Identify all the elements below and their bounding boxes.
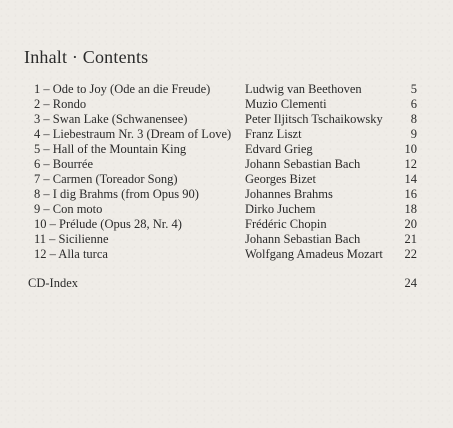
contents-entry [0,187,453,202]
cd-index-page-number: 24 [404,276,417,290]
entry-page-number: 16 [404,187,417,201]
entry-composer: Dirko Juchem [245,202,316,216]
entry-composer: Ludwig van Beethoven [245,82,362,96]
contents-entry [0,232,453,247]
contents-list [0,82,453,262]
contents-entry [0,142,453,157]
entry-page-number: 21 [404,232,417,246]
entry-title: 8 – I dig Brahms (from Opus 90) [34,187,199,201]
entry-composer: Johannes Brahms [245,187,333,201]
entry-page-number: 6 [410,97,417,111]
entry-composer: Peter Iljitsch Tschaikowsky [245,112,383,126]
entry-title: 4 – Liebestraum Nr. 3 (Dream of Love) [34,127,232,141]
contents-entry [0,172,453,187]
entry-title: 11 – Sicilienne [34,232,109,246]
entry-page-number: 10 [404,142,417,156]
entry-title: 10 – Prélude (Opus 28, Nr. 4) [34,217,182,231]
entry-title: 1 – Ode to Joy (Ode an die Freude) [34,82,211,96]
entry-composer: Edvard Grieg [245,142,313,156]
entry-composer: Franz Liszt [245,127,302,141]
entry-page-number: 8 [410,112,417,126]
entry-page-number: 12 [404,157,417,171]
entry-title: 7 – Carmen (Toreador Song) [34,172,178,186]
entry-title: 12 – Alla turca [34,247,108,261]
entry-page-number: 9 [410,127,417,141]
entry-composer: Johann Sebastian Bach [245,232,361,246]
contents-entry [0,217,453,232]
entry-page-number: 14 [404,172,417,186]
entry-page-number: 20 [404,217,417,231]
contents-entry [0,112,453,127]
contents-entry [0,82,453,97]
page-title: Inhalt · Contents [24,47,149,67]
entry-composer: Johann Sebastian Bach [245,157,361,171]
entry-composer: Georges Bizet [245,172,316,186]
cd-index-label: CD-Index [28,276,78,290]
entry-title: 3 – Swan Lake (Schwanensee) [34,112,188,126]
entry-composer: Muzio Clementi [245,97,327,111]
entry-page-number: 5 [410,82,417,96]
contents-entry [0,97,453,112]
entry-page-number: 18 [404,202,417,216]
entry-title: 6 – Bourrée [34,157,94,171]
entry-composer: Frédéric Chopin [245,217,327,231]
entry-page-number: 22 [404,247,417,261]
contents-entry [0,247,453,262]
entry-composer: Wolfgang Amadeus Mozart [245,247,383,261]
entry-title: 9 – Con moto [34,202,103,216]
entry-title: 5 – Hall of the Mountain King [34,142,187,156]
contents-entry [0,202,453,217]
contents-entry [0,157,453,172]
entry-title: 2 – Rondo [34,97,87,111]
contents-entry [0,127,453,142]
